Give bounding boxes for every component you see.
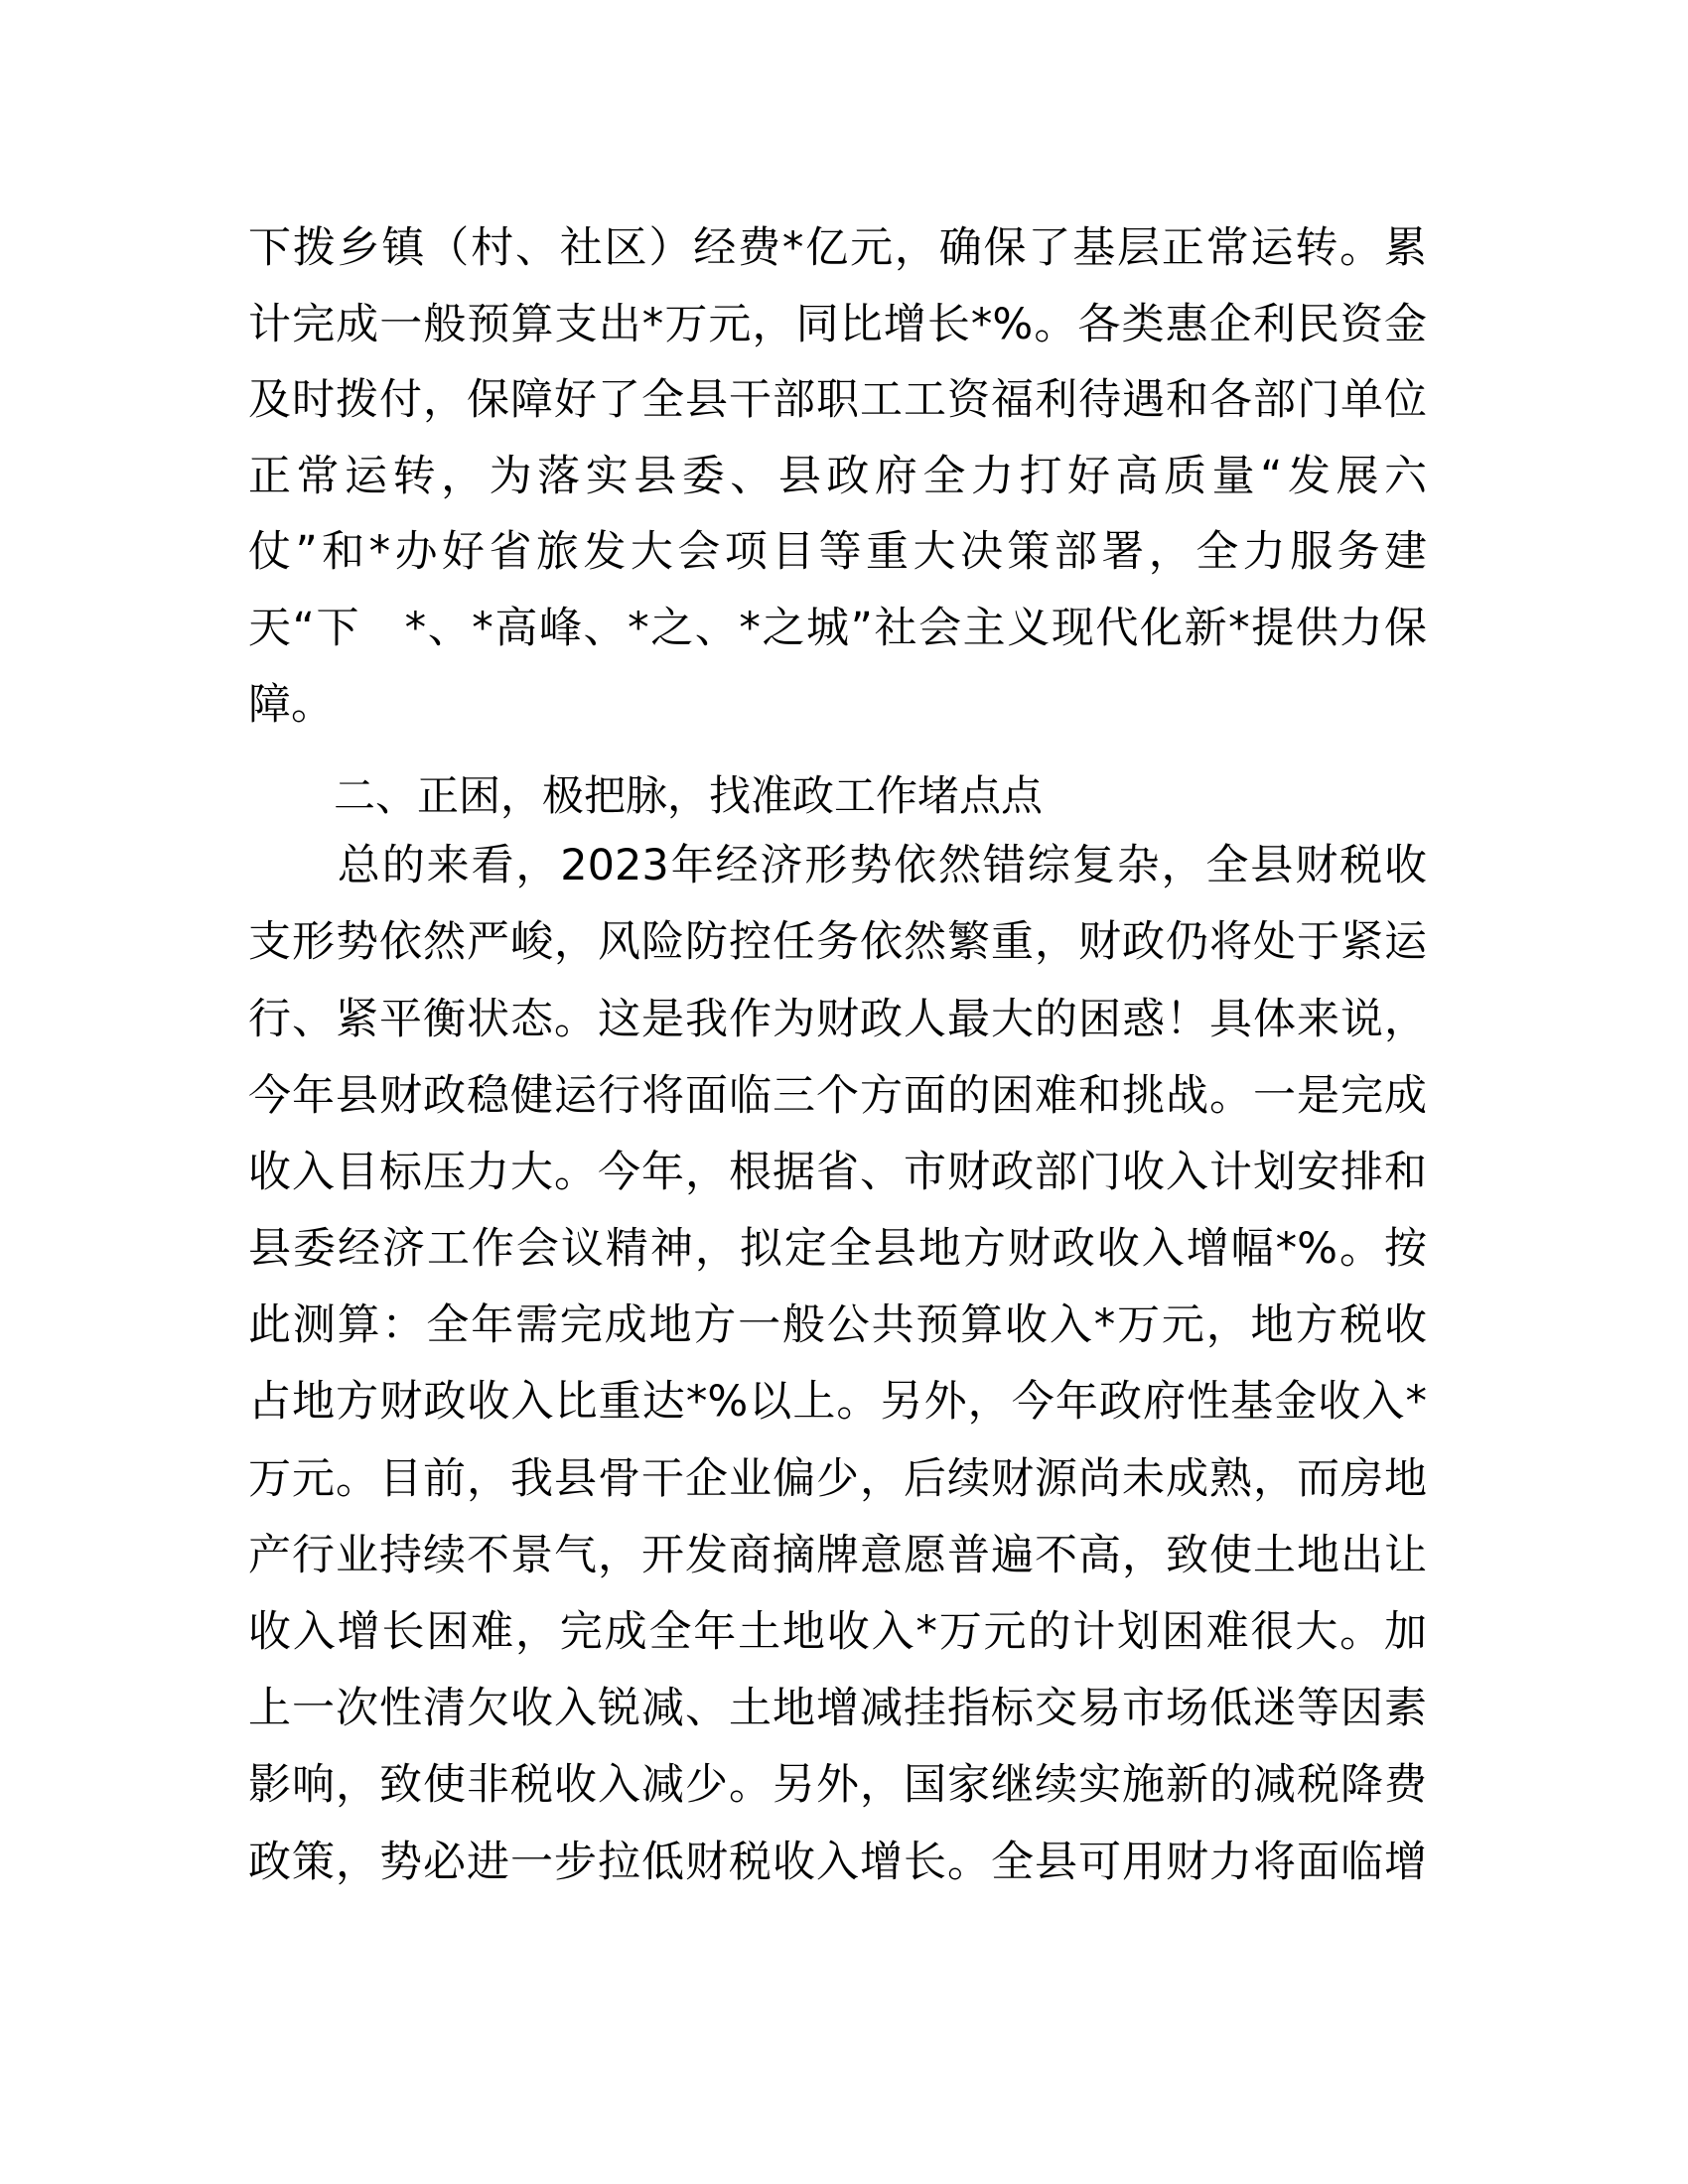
text-line: 政策，势必进一步拉低财税收入增长。全县可用财力将面临增	[248, 1837, 1427, 1887]
text-line: 影响，致使非税收入减少。另外，国家继续实施新的减税降费	[248, 1760, 1427, 1811]
paragraph-2	[248, 834, 1427, 1907]
text-line: 上一次性清欠收入锐减、土地增减挂指标交易市场低迷等因素	[248, 1684, 1427, 1734]
text-line: 收入目标压力大。今年，根据省、市财政部门收入计划安排和	[248, 1147, 1427, 1197]
text-line: 县委经济工作会议精神，拟定全县地方财政收入增幅*%。按	[248, 1224, 1427, 1275]
text-line: 天“下 *、*高峰、*之、*之城”社会主义现代化新*提供力保	[248, 603, 1427, 653]
text-line: 支形势依然严峻，风险防控任务依然繁重，财政仍将处于紧运	[248, 917, 1427, 968]
text-line: 今年县财政稳健运行将面临三个方面的困难和挑战。一是完成	[248, 1070, 1427, 1121]
text-line: 收入增长困难，完成全年土地收入*万元的计划困难很大。加	[248, 1607, 1427, 1658]
text-line: 正常运转，为落实县委、县政府全力打好高质量“发展六	[248, 451, 1427, 501]
paragraph-1	[248, 216, 1427, 749]
text-line: 此测算：全年需完成地方一般公共预算收入*万元，地方税收	[248, 1300, 1427, 1351]
text-line: 障。	[248, 679, 334, 730]
text-line: 仗”和*办好省旅发大会项目等重大决策部署，全力服务建	[248, 527, 1427, 578]
text-line: 行、紧平衡状态。这是我作为财政人最大的困惑！具体来说，	[248, 994, 1427, 1044]
text-line: 总的来看，2023年经济形势依然错综复杂，全县财税收	[248, 841, 1427, 891]
section-heading: 二、正困，极把脉，找准政工作堵点点	[334, 771, 1044, 821]
text-line: 及时拨付，保障好了全县干部职工工资福利待遇和各部门单位	[248, 375, 1427, 426]
text-line: 占地方财政收入比重达*%以上。另外，今年政府性基金收入*	[248, 1377, 1427, 1428]
text-line: 万元。目前，我县骨干企业偏少，后续财源尚未成熟，而房地	[248, 1453, 1427, 1504]
text-line: 下拨乡镇（村、社区）经费*亿元，确保了基层正常运转。累	[248, 223, 1427, 273]
document-page	[248, 216, 1427, 1907]
text-line: 产行业持续不景气，开发商摘牌意愿普遍不高，致使土地出让	[248, 1530, 1427, 1580]
text-line: 计完成一般预算支出*万元，同比增长*%。各类惠企利民资金	[248, 299, 1427, 349]
